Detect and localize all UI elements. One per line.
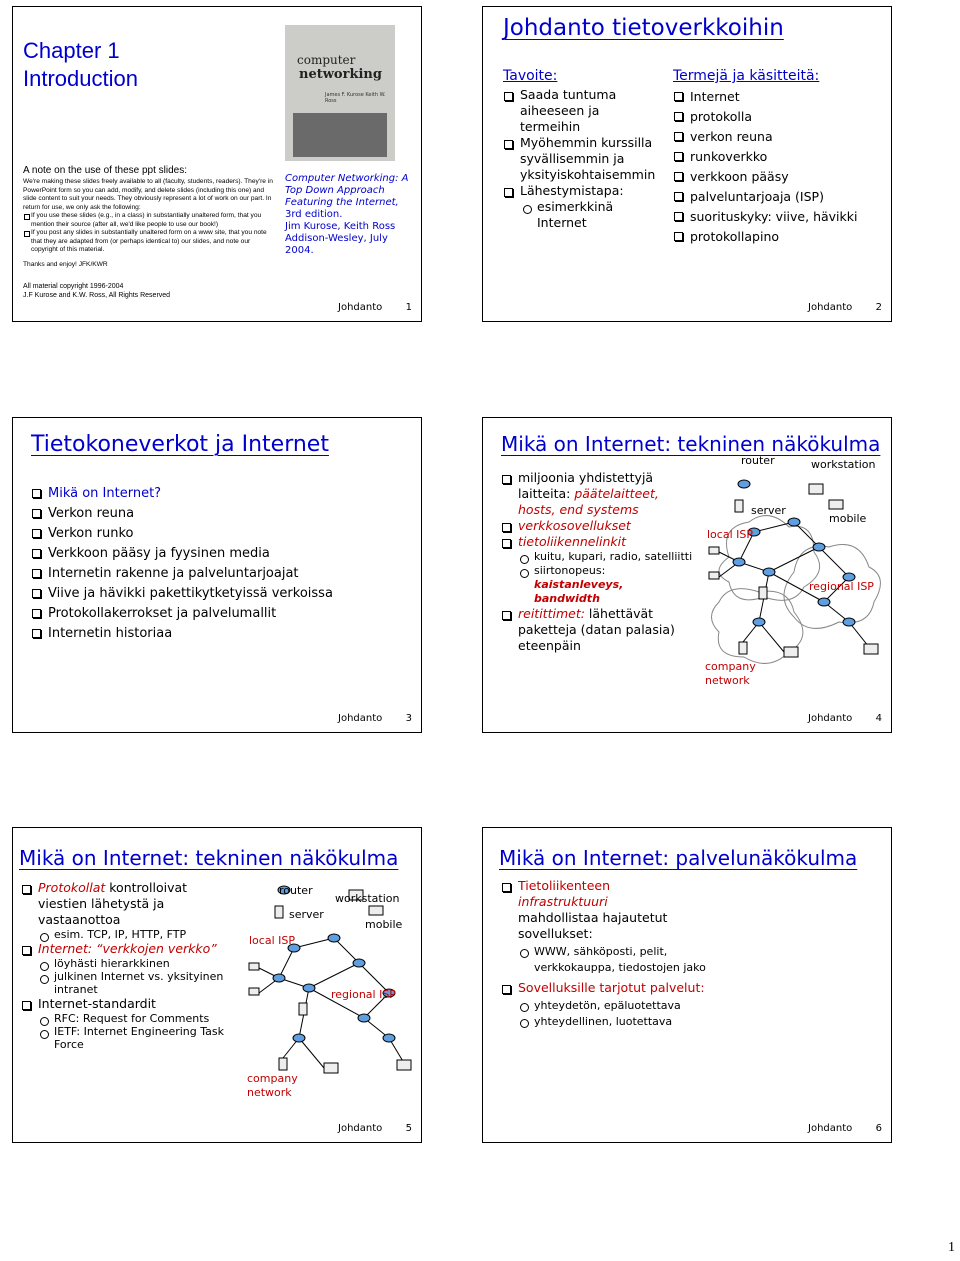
sub-bullet: yhteydetön, epäluotettava: [518, 998, 721, 1014]
goal-item: Saada tuntuma aiheeseen ja termeihin: [503, 87, 663, 135]
slide-5-content: [21, 880, 231, 1051]
book-caption: Computer Networking: A Top Down Approach Featuring the Internet, 3rd edition. Jim Kurose, Keith Ross Addison-Wesley, July 2004.: [285, 173, 409, 256]
phone-icon: [709, 572, 719, 579]
company-label: company: [247, 1072, 298, 1085]
server-legend-icon: [275, 906, 283, 918]
server-label: server: [289, 908, 324, 921]
slide-footer: Johdanto: [808, 713, 853, 724]
workstation-icon: [324, 1063, 338, 1073]
book-cover: computer networking James F. Kurose Keith W. Ross: [285, 25, 395, 161]
topic-item: Internetin rakenne ja palveluntarjoajat: [31, 564, 333, 584]
regional-isp-label: regional ISP: [809, 580, 874, 593]
slide-4-title: Mikä on Internet: tekninen näkökulma: [501, 432, 881, 456]
slide-footer: Johdanto: [338, 713, 383, 724]
approach-item: esimerkkinä Internet: [521, 199, 663, 231]
term-item: verkkoon pääsy: [673, 167, 883, 187]
server-icon: [299, 1003, 307, 1015]
slide-3: [12, 417, 422, 733]
slide-3-title: Tietokoneverkot ja Internet: [31, 432, 329, 457]
server-label: server: [751, 504, 786, 517]
slide-4-content: [501, 470, 693, 654]
slide-6: [482, 827, 892, 1143]
goals-column: [503, 67, 663, 231]
slide-6-content: [501, 878, 721, 1034]
network-diagram: [239, 878, 419, 1108]
slide-5: [12, 827, 422, 1143]
company-label: company: [705, 660, 756, 673]
terms-column: [673, 67, 883, 247]
server-legend-icon: [735, 500, 743, 512]
topic-item: Verkon runko: [31, 524, 333, 544]
router-icon: [763, 568, 775, 576]
slide-number: 3: [405, 713, 412, 724]
router-label: router: [279, 884, 313, 897]
phone-icon: [709, 547, 719, 554]
slide-number: 5: [405, 1123, 412, 1134]
router-label: router: [741, 454, 775, 467]
slide-number: 4: [875, 713, 882, 724]
slide-number: 6: [875, 1123, 882, 1134]
router-icon: [818, 598, 830, 606]
mobile-label: mobile: [829, 512, 867, 525]
server-icon: [739, 642, 747, 654]
slide-2: [482, 6, 892, 322]
network-graphic: [699, 462, 889, 692]
term-item: verkon reuna: [673, 127, 883, 147]
slide-4: [482, 417, 892, 733]
note-heading: A note on the use of these ppt slides:: [23, 165, 188, 176]
term-item: suorituskyky: viive, hävikki: [673, 207, 883, 227]
terms-list: [673, 87, 883, 247]
bullet: Tietoliikenteen infrastruktuuri mahdollistaa hajautetut sovellukset:: [501, 878, 721, 942]
slide-1-title: Chapter 1 Introduction: [23, 38, 138, 91]
router-icon: [383, 1034, 395, 1042]
router-icon: [328, 934, 340, 942]
server-icon: [759, 587, 767, 599]
local-isp-label: local ISP: [707, 528, 753, 541]
router-icon: [733, 558, 745, 566]
sub-bullet: löyhästi hierarkkinen: [38, 957, 231, 970]
bullet: Internet: “verkkojen verkko”: [21, 941, 231, 957]
router-icon: [353, 959, 365, 967]
note-list: [23, 212, 278, 255]
workstation-label: workstation: [811, 458, 876, 471]
term-item: protokollapino: [673, 227, 883, 247]
term-item: runkoverkko: [673, 147, 883, 167]
note-item: If you use these slides (e.g., in a class) in substantially unaltered form, that you mention their source (after all, we'd like people to use our book!): [23, 212, 278, 229]
goals-heading: Tavoite:: [503, 68, 558, 84]
local-isp-label: local ISP: [249, 934, 295, 947]
router-icon: [753, 618, 765, 626]
workstation-icon: [397, 1060, 411, 1070]
bullet: verkkosovellukset: [501, 518, 693, 534]
router-icon: [813, 543, 825, 551]
note-thanks: Thanks and enjoy! JFK/KWR: [23, 260, 108, 268]
topic-item: Verkon reuna: [31, 504, 333, 524]
book-cover-image: [293, 113, 387, 157]
router-legend-icon: [738, 480, 750, 488]
terms-heading: Termejä ja käsitteitä:: [673, 68, 820, 84]
topics-list: [31, 484, 333, 644]
sub-bullet: WWW, sähköposti, pelit, verkkokauppa, tiedostojen jako: [518, 944, 721, 976]
network-label: network: [705, 674, 750, 687]
mobile-legend-icon: [829, 500, 843, 509]
phone-icon: [249, 963, 259, 970]
network-label: network: [247, 1086, 292, 1099]
workstation-icon: [864, 644, 878, 654]
topic-item: Verkkoon pääsy ja fyysinen media: [31, 544, 333, 564]
mobile-label: mobile: [365, 918, 403, 931]
router-icon: [303, 984, 315, 992]
router-icon: [358, 1014, 370, 1022]
router-icon: [273, 974, 285, 982]
topic-item: Internetin historiaa: [31, 624, 333, 644]
slide-5-title: Mikä on Internet: tekninen näkökulma: [19, 846, 399, 870]
goal-item: Myöhemmin kurssilla syvällisemmin ja yksityiskohtaisemmin: [503, 135, 663, 183]
sub-bullet: IETF: Internet Engineering Task Force: [38, 1025, 231, 1051]
slide-6-title: Mikä on Internet: palvelunäkökulma: [499, 846, 858, 870]
slide-footer: Johdanto: [808, 302, 853, 313]
network-diagram: [699, 454, 889, 692]
goal-item: Lähestymistapa:: [503, 183, 663, 199]
bullet: Sovelluksille tarjotut palvelut:: [501, 980, 721, 996]
mobile-legend-icon: [369, 906, 383, 915]
router-icon: [293, 1034, 305, 1042]
note-body: We're making these slides freely available to all (faculty, students, readers). They're in PowerPoint form so you can add, modify, and delete slides (including this one) and slide content to suit your needs. They obviously represent a lot of work on our part. In return for use, we only ask the following:: [23, 178, 273, 211]
sub-bullet: siirtonopeus: kaistanleveys, bandwidth: [518, 564, 693, 606]
slide-footer: Johdanto: [808, 1123, 853, 1134]
topic-item: Protokollakerrokset ja palvelumallit: [31, 604, 333, 624]
sub-bullet: RFC: Request for Comments: [38, 1012, 231, 1025]
bullet: miljoonia yhdistettyjä laitteita: päätelaitteet, hosts, end systems: [501, 470, 693, 518]
sub-bullet: kuitu, kupari, radio, satelliitti: [518, 550, 693, 564]
sub-bullet: esim. TCP, IP, HTTP, FTP: [38, 928, 231, 941]
bullet: Internet-standardit: [21, 996, 231, 1012]
router-icon: [788, 518, 800, 526]
bullet: Protokollat kontrolloivat viestien lähetystä ja vastaanottoa: [21, 880, 231, 928]
bullet: reitittimet: lähettävät paketteja (datan palasia) eteenpäin: [501, 606, 693, 654]
slide-number: 2: [875, 302, 882, 313]
topic-item: Viive ja hävikki pakettikytketyissä verkoissa: [31, 584, 333, 604]
workstation-label: workstation: [335, 892, 400, 905]
slide-2-title: Johdanto tietoverkkoihin: [503, 15, 784, 41]
router-icon: [843, 618, 855, 626]
slide-footer: Johdanto: [338, 302, 383, 313]
slide-number: 1: [405, 302, 412, 313]
topic-item: Mikä on Internet?: [31, 484, 333, 504]
slides-usage-note: [23, 165, 278, 269]
term-item: palveluntarjoaja (ISP): [673, 187, 883, 207]
workstation-legend-icon: [809, 484, 823, 494]
goals-list: [503, 87, 663, 199]
phone-icon: [249, 988, 259, 995]
page-number: 1: [948, 1240, 955, 1255]
term-item: Internet: [673, 87, 883, 107]
regional-isp-label: regional ISP: [331, 988, 396, 1001]
bullet: tietoliikennelinkit: [501, 534, 693, 550]
slide-1: [12, 6, 422, 322]
workstation-icon: [784, 647, 798, 657]
server-icon: [279, 1058, 287, 1070]
note-item: If you post any slides in substantially unaltered form on a www site, that you note that they are adapted from (or perhaps identical to) our slides, and note our copyright of this material.: [23, 229, 278, 255]
sub-bullet: yhteydellinen, luotettava: [518, 1014, 721, 1030]
term-item: protokolla: [673, 107, 883, 127]
copyright: All material copyright 1996-2004 J.F Kurose and K.W. Ross, All Rights Reserved: [23, 283, 171, 299]
sub-bullet: julkinen Internet vs. yksityinen intranet: [38, 970, 231, 996]
slide-footer: Johdanto: [338, 1123, 383, 1134]
